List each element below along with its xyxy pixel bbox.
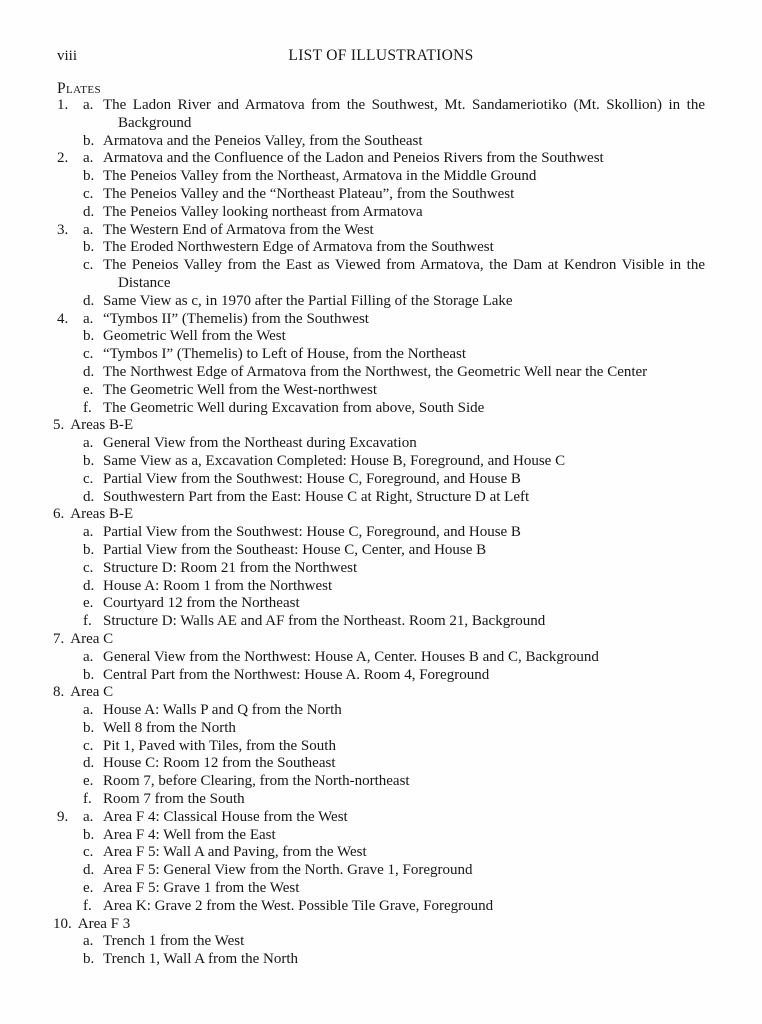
entry-text: The Peneios Valley looking northeast from Armatova xyxy=(103,203,423,220)
entry-letter: f. xyxy=(83,897,92,914)
plate-heading xyxy=(53,506,705,524)
page-number: viii xyxy=(57,48,78,64)
entry-letter: a. xyxy=(83,97,94,113)
plate-entry-row xyxy=(57,382,705,400)
entry-letter: d. xyxy=(83,755,95,772)
plate-entry-row xyxy=(57,524,705,542)
plate-entry-row xyxy=(57,400,705,418)
plate-entry-row xyxy=(57,560,705,578)
entry-letter: c. xyxy=(83,185,94,202)
plate-entry-row xyxy=(57,809,705,827)
entry-text: Southwestern Part from the East: House C at Right, Structure D at Left xyxy=(103,488,530,505)
plate-entry-row xyxy=(57,720,705,738)
plate-heading xyxy=(53,417,705,435)
entry-letter: d. xyxy=(83,203,95,220)
entry-text: Area F 4: Classical House from the West xyxy=(103,808,348,825)
plate-title: Areas B-E xyxy=(70,417,134,434)
plate-entry-row xyxy=(57,311,705,329)
entry-letter: a. xyxy=(83,150,94,167)
plate-number-cell: 4. xyxy=(57,310,69,327)
plates-list xyxy=(53,97,705,969)
entry-text: Partial View from the Southwest: House C, Foreground, and House B xyxy=(103,524,521,541)
plate-number: 7. xyxy=(53,630,65,647)
plate-entry-row xyxy=(57,453,705,471)
entry-letter: d. xyxy=(83,292,95,309)
entry-text: The Geometric Well during Excavation from above, South Side xyxy=(103,399,485,416)
plate-entry-row xyxy=(57,595,705,613)
plate-entry-row xyxy=(57,239,705,257)
plate-title: Area C xyxy=(70,684,114,701)
entry-text: Trench 1 from the West xyxy=(103,933,245,950)
entry-text: The Northwest Edge of Armatova from the Northwest, the Geometric Well near the Center xyxy=(103,363,648,380)
entry-letter: b. xyxy=(83,951,95,968)
plate-heading xyxy=(53,684,705,702)
plate-entry-row xyxy=(57,364,705,382)
plate-entry-row xyxy=(57,204,705,222)
entry-text: House A: Room 1 from the Northwest xyxy=(103,577,333,594)
plate-entry-row xyxy=(57,738,705,756)
plate-number: 5. xyxy=(53,417,65,434)
plate-entry-row xyxy=(57,702,705,720)
entry-letter: b. xyxy=(83,666,95,683)
entry-text: Room 7, before Clearing, from the North-northeast xyxy=(103,773,410,790)
plate-entry-row xyxy=(57,133,705,151)
plate-entry-row xyxy=(57,827,705,845)
entry-letter: b. xyxy=(83,132,95,149)
entry-text: Room 7 from the South xyxy=(103,791,245,808)
plate-entry-row xyxy=(57,933,705,951)
entry-text: The Peneios Valley from the Northeast, Armatova in the Middle Ground xyxy=(103,168,537,185)
page-title: LIST OF ILLUSTRATIONS xyxy=(288,47,474,64)
plate-entry-row xyxy=(57,222,705,240)
entry-text: The Ladon River and Armatova from the Southwest, Mt. Sandameriotiko (Mt. Skollion) in the Background xyxy=(103,97,705,131)
entry-text: Well 8 from the North xyxy=(103,719,236,736)
entry-letter: a. xyxy=(83,221,94,238)
plate-entry-row xyxy=(57,773,705,791)
entry-letter: c. xyxy=(83,844,94,861)
plate-number-cell: 2. xyxy=(57,150,69,167)
entry-text: Armatova and the Confluence of the Ladon and Peneios Rivers from the Southwest xyxy=(103,150,604,167)
entry-text: Trench 1, Wall A from the North xyxy=(103,951,299,968)
entry-text: Pit 1, Paved with Tiles, from the South xyxy=(103,737,336,754)
entry-text: General View from the Northeast during Excavation xyxy=(103,435,417,452)
entry-letter: a. xyxy=(83,435,94,452)
plate-number: 6. xyxy=(53,506,65,523)
entry-letter: a. xyxy=(83,310,94,327)
plate-entry-row xyxy=(57,489,705,507)
plate-number: 10. xyxy=(53,915,72,932)
plate-entry-row xyxy=(57,257,705,293)
entry-text: The Peneios Valley from the East as Viewed from Armatova, the Dam at Kendron Visible in the Distance xyxy=(103,257,705,291)
entry-letter: b. xyxy=(83,452,95,469)
entry-letter: d. xyxy=(83,862,95,879)
plate-entry-row xyxy=(57,755,705,773)
entry-letter: f. xyxy=(83,613,92,630)
entry-letter: a. xyxy=(83,648,94,665)
plate-entry-row xyxy=(57,951,705,969)
entry-text: House C: Room 12 from the Southeast xyxy=(103,755,336,772)
entry-letter: d. xyxy=(83,577,95,594)
plate-entry-row xyxy=(57,613,705,631)
plate-entry-row xyxy=(57,578,705,596)
entry-letter: c. xyxy=(83,346,94,363)
entry-letter: b. xyxy=(83,168,95,185)
entry-text: House A: Walls P and Q from the North xyxy=(103,702,342,719)
entry-letter: c. xyxy=(83,470,94,487)
entry-text: Same View as a, Excavation Completed: House B, Foreground, and House C xyxy=(103,452,566,469)
entry-text: Central Part from the Northwest: House A. Room 4, Foreground xyxy=(103,666,490,683)
plate-entry-row xyxy=(57,293,705,311)
entry-text: The Geometric Well from the West-northwest xyxy=(103,381,378,398)
plate-entry-row xyxy=(57,471,705,489)
plate-number: 8. xyxy=(53,684,65,701)
entry-text: Area K: Grave 2 from the West. Possible Tile Grave, Foreground xyxy=(103,897,494,914)
plate-title: Area F 3 xyxy=(77,915,131,932)
plate-entry-row xyxy=(57,898,705,916)
plate-entry-row xyxy=(57,542,705,560)
entry-text: Partial View from the Southeast: House C, Center, and House B xyxy=(103,541,487,558)
plate-number-cell: 9. xyxy=(57,808,69,825)
entry-text: “Tymbos II” (Themelis) from the Southwest xyxy=(103,310,369,327)
entry-text: Area F 5: Grave 1 from the West xyxy=(103,880,300,897)
entry-letter: b. xyxy=(83,826,95,843)
plate-number-cell: 1. xyxy=(57,97,69,113)
entry-letter: a. xyxy=(83,808,94,825)
entry-text: The Peneios Valley and the “Northeast Plateau”, from the Southwest xyxy=(103,185,515,202)
plate-entry-row xyxy=(57,667,705,685)
entry-text: Area F 4: Well from the East xyxy=(103,826,276,843)
entry-text: Structure D: Room 21 from the Northwest xyxy=(103,559,358,576)
plate-entry-row xyxy=(57,168,705,186)
entry-letter: c. xyxy=(83,559,94,576)
entry-letter: b. xyxy=(83,719,95,736)
plate-entry-row xyxy=(57,862,705,880)
plate-entry-row xyxy=(57,328,705,346)
plate-entry-row xyxy=(57,186,705,204)
plate-title: Areas B-E xyxy=(70,506,134,523)
entry-letter: b. xyxy=(83,541,95,558)
entry-text: Same View as c, in 1970 after the Partial Filling of the Storage Lake xyxy=(103,292,513,309)
entry-letter: b. xyxy=(83,328,95,345)
entry-text: Area F 5: Wall A and Paving, from the West xyxy=(103,844,367,861)
entry-letter: f. xyxy=(83,791,92,808)
plate-entry-row xyxy=(57,97,705,133)
entry-text: The Western End of Armatova from the West xyxy=(103,221,374,238)
entry-text: General View from the Northwest: House A, Center. Houses B and C, Background xyxy=(103,648,599,665)
entry-letter: b. xyxy=(83,239,95,256)
plate-entry-row xyxy=(57,791,705,809)
entry-letter: d. xyxy=(83,363,95,380)
plate-entry-row xyxy=(57,649,705,667)
plate-entry-row xyxy=(57,880,705,898)
plate-title: Area C xyxy=(70,630,114,647)
entry-text: Armatova and the Peneios Valley, from the Southeast xyxy=(103,132,423,149)
entry-text: Partial View from the Southwest: House C, Foreground, and House B xyxy=(103,470,521,487)
section-heading-plates: Plates xyxy=(57,80,102,97)
entry-letter: e. xyxy=(83,381,94,398)
entry-letter: c. xyxy=(83,257,94,274)
entry-text: The Eroded Northwestern Edge of Armatova from the Southwest xyxy=(103,239,494,256)
entry-text: Courtyard 12 from the Northeast xyxy=(103,595,300,612)
entry-text: Structure D: Walls AE and AF from the Northeast. Room 21, Background xyxy=(103,613,546,630)
entry-letter: d. xyxy=(83,488,95,505)
entry-text: “Tymbos I” (Themelis) to Left of House, from the Northeast xyxy=(103,346,467,363)
plate-heading xyxy=(53,916,705,934)
plate-entry-row xyxy=(57,435,705,453)
plate-entry-row xyxy=(57,150,705,168)
plate-number-cell: 3. xyxy=(57,221,69,238)
entry-letter: a. xyxy=(83,524,94,541)
entry-letter: e. xyxy=(83,880,94,897)
entry-letter: e. xyxy=(83,595,94,612)
entry-text: Area F 5: General View from the North. Grave 1, Foreground xyxy=(103,862,473,879)
entry-text: Geometric Well from the West xyxy=(103,328,286,345)
plate-entry-row xyxy=(57,844,705,862)
plate-entry-row xyxy=(57,346,705,364)
entry-letter: c. xyxy=(83,737,94,754)
entry-letter: a. xyxy=(83,933,94,950)
entry-letter: f. xyxy=(83,399,92,416)
entry-letter: a. xyxy=(83,702,94,719)
entry-letter: e. xyxy=(83,773,94,790)
plate-heading xyxy=(53,631,705,649)
